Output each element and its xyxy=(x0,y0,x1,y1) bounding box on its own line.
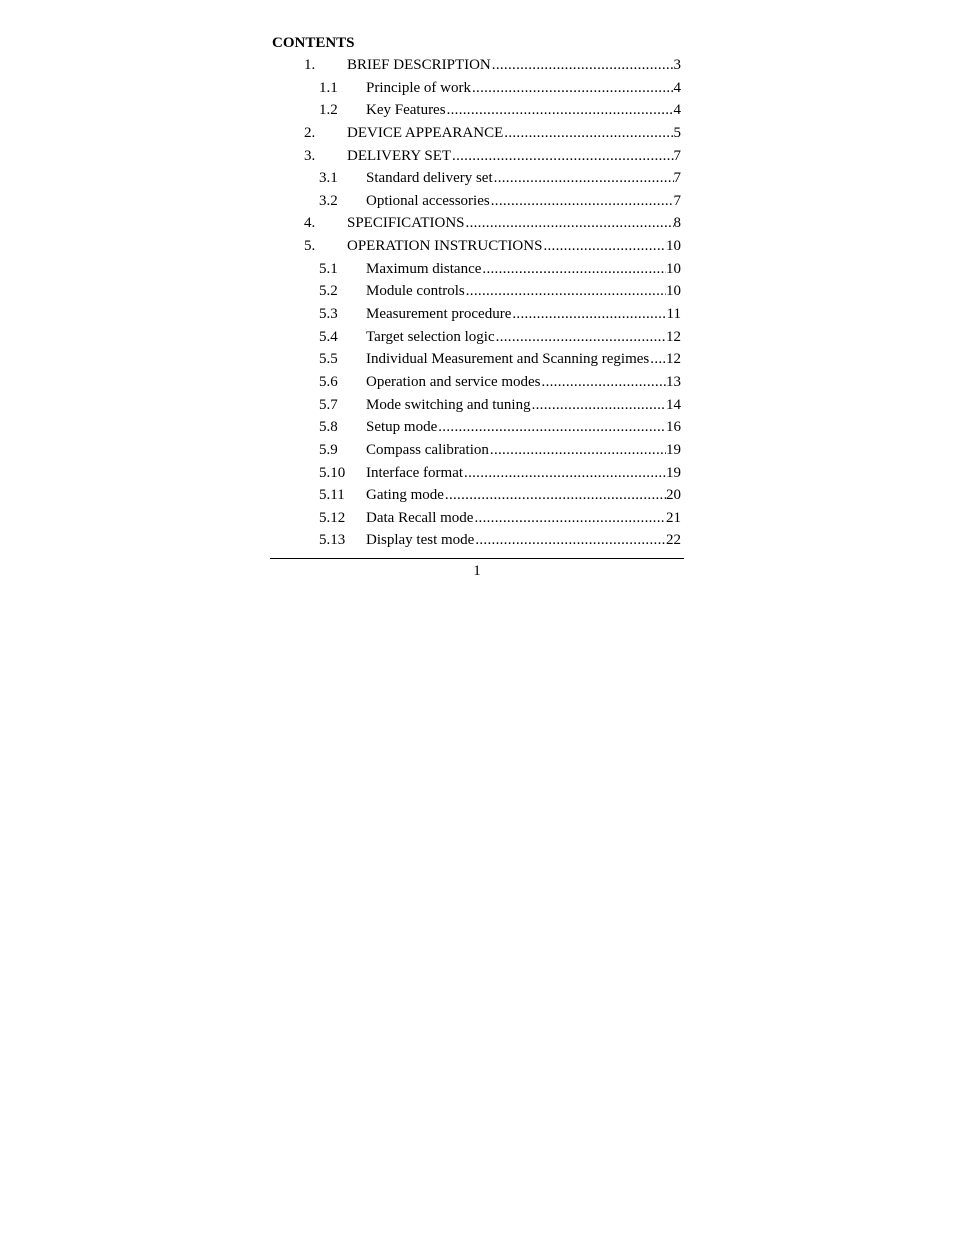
toc-entry-number: 3.1 xyxy=(319,170,338,187)
toc-dot-leader xyxy=(473,507,666,530)
toc-entry[interactable] xyxy=(270,303,684,326)
toc-entry-title[interactable]: Data Recall mode xyxy=(366,509,474,526)
toc-entry-page: 13 xyxy=(666,373,681,390)
toc-entry-title[interactable]: Display test mode xyxy=(366,532,475,549)
toc-dot-leader xyxy=(495,326,666,349)
toc-entry[interactable] xyxy=(270,145,684,168)
toc-entry-page: 19 xyxy=(666,441,681,458)
toc-entry-page: 8 xyxy=(673,215,681,232)
toc-entry[interactable] xyxy=(270,529,684,552)
toc-entry-line xyxy=(347,212,681,235)
toc-entry-page: 14 xyxy=(666,396,681,413)
toc-entry-title[interactable]: DELIVERY SET xyxy=(347,147,452,164)
toc-entry-number: 5. xyxy=(304,238,316,255)
toc-entry-page: 22 xyxy=(666,532,681,549)
toc-entry[interactable] xyxy=(270,99,684,122)
toc-entry[interactable] xyxy=(270,507,684,530)
toc-entry-number: 5.11 xyxy=(319,487,345,504)
toc-dot-leader xyxy=(649,348,666,371)
toc-entry-number: 5.12 xyxy=(319,509,346,526)
toc-entry-number: 1. xyxy=(304,57,316,73)
toc-entry[interactable] xyxy=(270,54,684,77)
toc-entry-line xyxy=(366,462,681,485)
toc-entry-page: 20 xyxy=(666,487,681,504)
toc-entry-line xyxy=(347,122,681,145)
toc-entry-number: 5.3 xyxy=(319,306,338,323)
toc-entry-line xyxy=(366,303,681,326)
toc-entry-page: 11 xyxy=(666,306,681,323)
toc-entry-title[interactable]: Individual Measurement and Scanning regimes xyxy=(366,351,650,368)
toc-entry-number: 3. xyxy=(304,147,316,164)
toc-entry-number: 5.13 xyxy=(319,532,346,549)
toc-entry-page: 7 xyxy=(673,147,681,164)
toc-entry[interactable] xyxy=(270,416,684,439)
toc-entry-title[interactable]: Measurement procedure xyxy=(366,306,512,323)
toc-entry-line xyxy=(347,235,681,258)
toc-entry-title[interactable]: Module controls xyxy=(366,283,465,300)
toc-entry[interactable] xyxy=(270,371,684,394)
toc-entry-number: 1.2 xyxy=(319,102,338,119)
toc-entry-page: 10 xyxy=(666,260,681,277)
toc-entry-line xyxy=(347,145,681,168)
toc-dot-leader xyxy=(465,280,666,303)
toc-entry-line xyxy=(366,484,681,507)
toc-entry-page: 4 xyxy=(673,102,681,119)
toc-entry-page: 7 xyxy=(673,170,681,187)
toc-dot-leader xyxy=(491,54,674,77)
toc-entry-page: 12 xyxy=(666,351,681,368)
toc-entry-line xyxy=(366,371,681,394)
toc-dot-leader xyxy=(444,484,666,507)
toc-entry[interactable] xyxy=(270,212,684,235)
toc-entry[interactable] xyxy=(270,77,684,100)
toc-entry-page: 7 xyxy=(673,192,681,209)
toc-entry-title[interactable]: Compass calibration xyxy=(366,441,489,458)
toc-entry-number: 5.5 xyxy=(319,351,338,368)
toc-entry-line xyxy=(366,326,681,349)
toc-entry[interactable] xyxy=(270,394,684,417)
toc-dot-leader xyxy=(471,77,674,100)
toc-entry[interactable] xyxy=(270,122,684,145)
toc-entry-line xyxy=(366,394,681,417)
toc-dot-leader xyxy=(437,416,666,439)
toc-entry[interactable] xyxy=(270,439,684,462)
footer-divider xyxy=(270,558,684,559)
toc-dot-leader xyxy=(503,122,673,145)
toc-entry-line xyxy=(366,416,681,439)
toc-dot-leader xyxy=(481,258,666,281)
toc-entry-page: 19 xyxy=(666,464,681,481)
toc-entry-title[interactable]: Gating mode xyxy=(366,487,444,504)
toc-entry[interactable] xyxy=(270,348,684,371)
page-number: 1 xyxy=(473,563,481,579)
toc-entry-page: 3 xyxy=(673,57,681,73)
toc-entry-title[interactable]: Maximum distance xyxy=(366,260,482,277)
toc-entry-title[interactable]: Optional accessories xyxy=(366,192,490,209)
toc-entry-number: 5.6 xyxy=(319,373,338,390)
toc-entry-line xyxy=(366,77,681,100)
toc-entry-title[interactable]: OPERATION INSTRUCTIONS xyxy=(347,238,543,255)
toc-entry-title[interactable]: Interface format xyxy=(366,464,464,481)
toc-entry-line xyxy=(366,439,681,462)
toc-entry-page: 10 xyxy=(666,238,681,255)
toc-dot-leader xyxy=(493,167,674,190)
toc-entry-number: 4. xyxy=(304,215,316,232)
toc-entry[interactable] xyxy=(270,280,684,303)
toc-entry-number: 5.1 xyxy=(319,260,338,277)
toc-dot-leader xyxy=(489,439,666,462)
toc-entry[interactable] xyxy=(270,258,684,281)
toc-entry-line xyxy=(366,190,681,213)
toc-entry-number: 5.10 xyxy=(319,464,346,481)
toc-entry-title[interactable]: Setup mode xyxy=(366,419,438,436)
toc-entry-title[interactable]: Operation and service modes xyxy=(366,373,541,390)
toc-dot-leader xyxy=(446,99,674,122)
toc-entry-title[interactable]: Mode switching and tuning xyxy=(366,396,531,413)
toc-dot-leader xyxy=(490,190,674,213)
toc-entry-page: 10 xyxy=(666,283,681,300)
toc-entry-title[interactable]: SPECIFICATIONS xyxy=(347,215,465,232)
toc-entry-line xyxy=(366,529,681,552)
toc-entry-line xyxy=(366,258,681,281)
toc-entry[interactable] xyxy=(270,167,684,190)
toc-entry-title[interactable]: Key Features xyxy=(366,102,446,119)
toc-entry-title[interactable]: Standard delivery set xyxy=(366,170,493,187)
toc-entry-number: 5.4 xyxy=(319,328,338,345)
toc-entry-line xyxy=(347,54,681,77)
toc-list xyxy=(270,54,684,552)
toc-dot-leader xyxy=(541,371,666,394)
toc-dot-leader xyxy=(531,394,666,417)
toc-entry-number: 5.9 xyxy=(319,441,338,458)
toc-entry-title[interactable]: Principle of work xyxy=(366,79,471,96)
toc-entry[interactable] xyxy=(270,190,684,213)
toc-entry-number: 2. xyxy=(304,124,316,141)
toc-dot-leader xyxy=(463,462,666,485)
toc-entry-page: 12 xyxy=(666,328,681,345)
toc-entry-line xyxy=(366,507,681,530)
toc-entry-page: 5 xyxy=(673,124,681,141)
toc-entry-line xyxy=(366,99,681,122)
toc-dot-leader xyxy=(542,235,666,258)
toc-entry-page: 21 xyxy=(666,509,681,526)
toc-entry-number: 5.7 xyxy=(319,396,338,413)
toc-entry[interactable] xyxy=(270,235,684,258)
toc-entry-line xyxy=(366,280,681,303)
toc-entry-number: 5.8 xyxy=(319,419,338,436)
toc-entry-page: 4 xyxy=(673,79,681,96)
toc-dot-leader xyxy=(474,529,666,552)
toc-entry-line xyxy=(366,167,681,190)
toc-entry-number: 3.2 xyxy=(319,192,338,209)
toc-dot-leader xyxy=(465,212,674,235)
toc-entry-number: 1.1 xyxy=(319,79,338,96)
toc-entry-title[interactable]: BRIEF DESCRIPTION xyxy=(347,57,491,73)
toc-entry-page: 16 xyxy=(666,419,681,436)
toc-dot-leader xyxy=(511,303,666,326)
table-of-contents xyxy=(270,32,684,552)
toc-dot-leader xyxy=(451,145,673,168)
toc-entry-title[interactable]: Target selection logic xyxy=(366,328,495,345)
toc-entry-line xyxy=(366,348,681,371)
toc-entry[interactable] xyxy=(270,484,684,507)
toc-entry-title[interactable]: DEVICE APPEARANCE xyxy=(347,124,504,141)
toc-entry[interactable] xyxy=(270,326,684,349)
toc-title: CONTENTS xyxy=(272,35,355,51)
toc-entry-number: 5.2 xyxy=(319,283,338,300)
toc-entry[interactable] xyxy=(270,462,684,485)
